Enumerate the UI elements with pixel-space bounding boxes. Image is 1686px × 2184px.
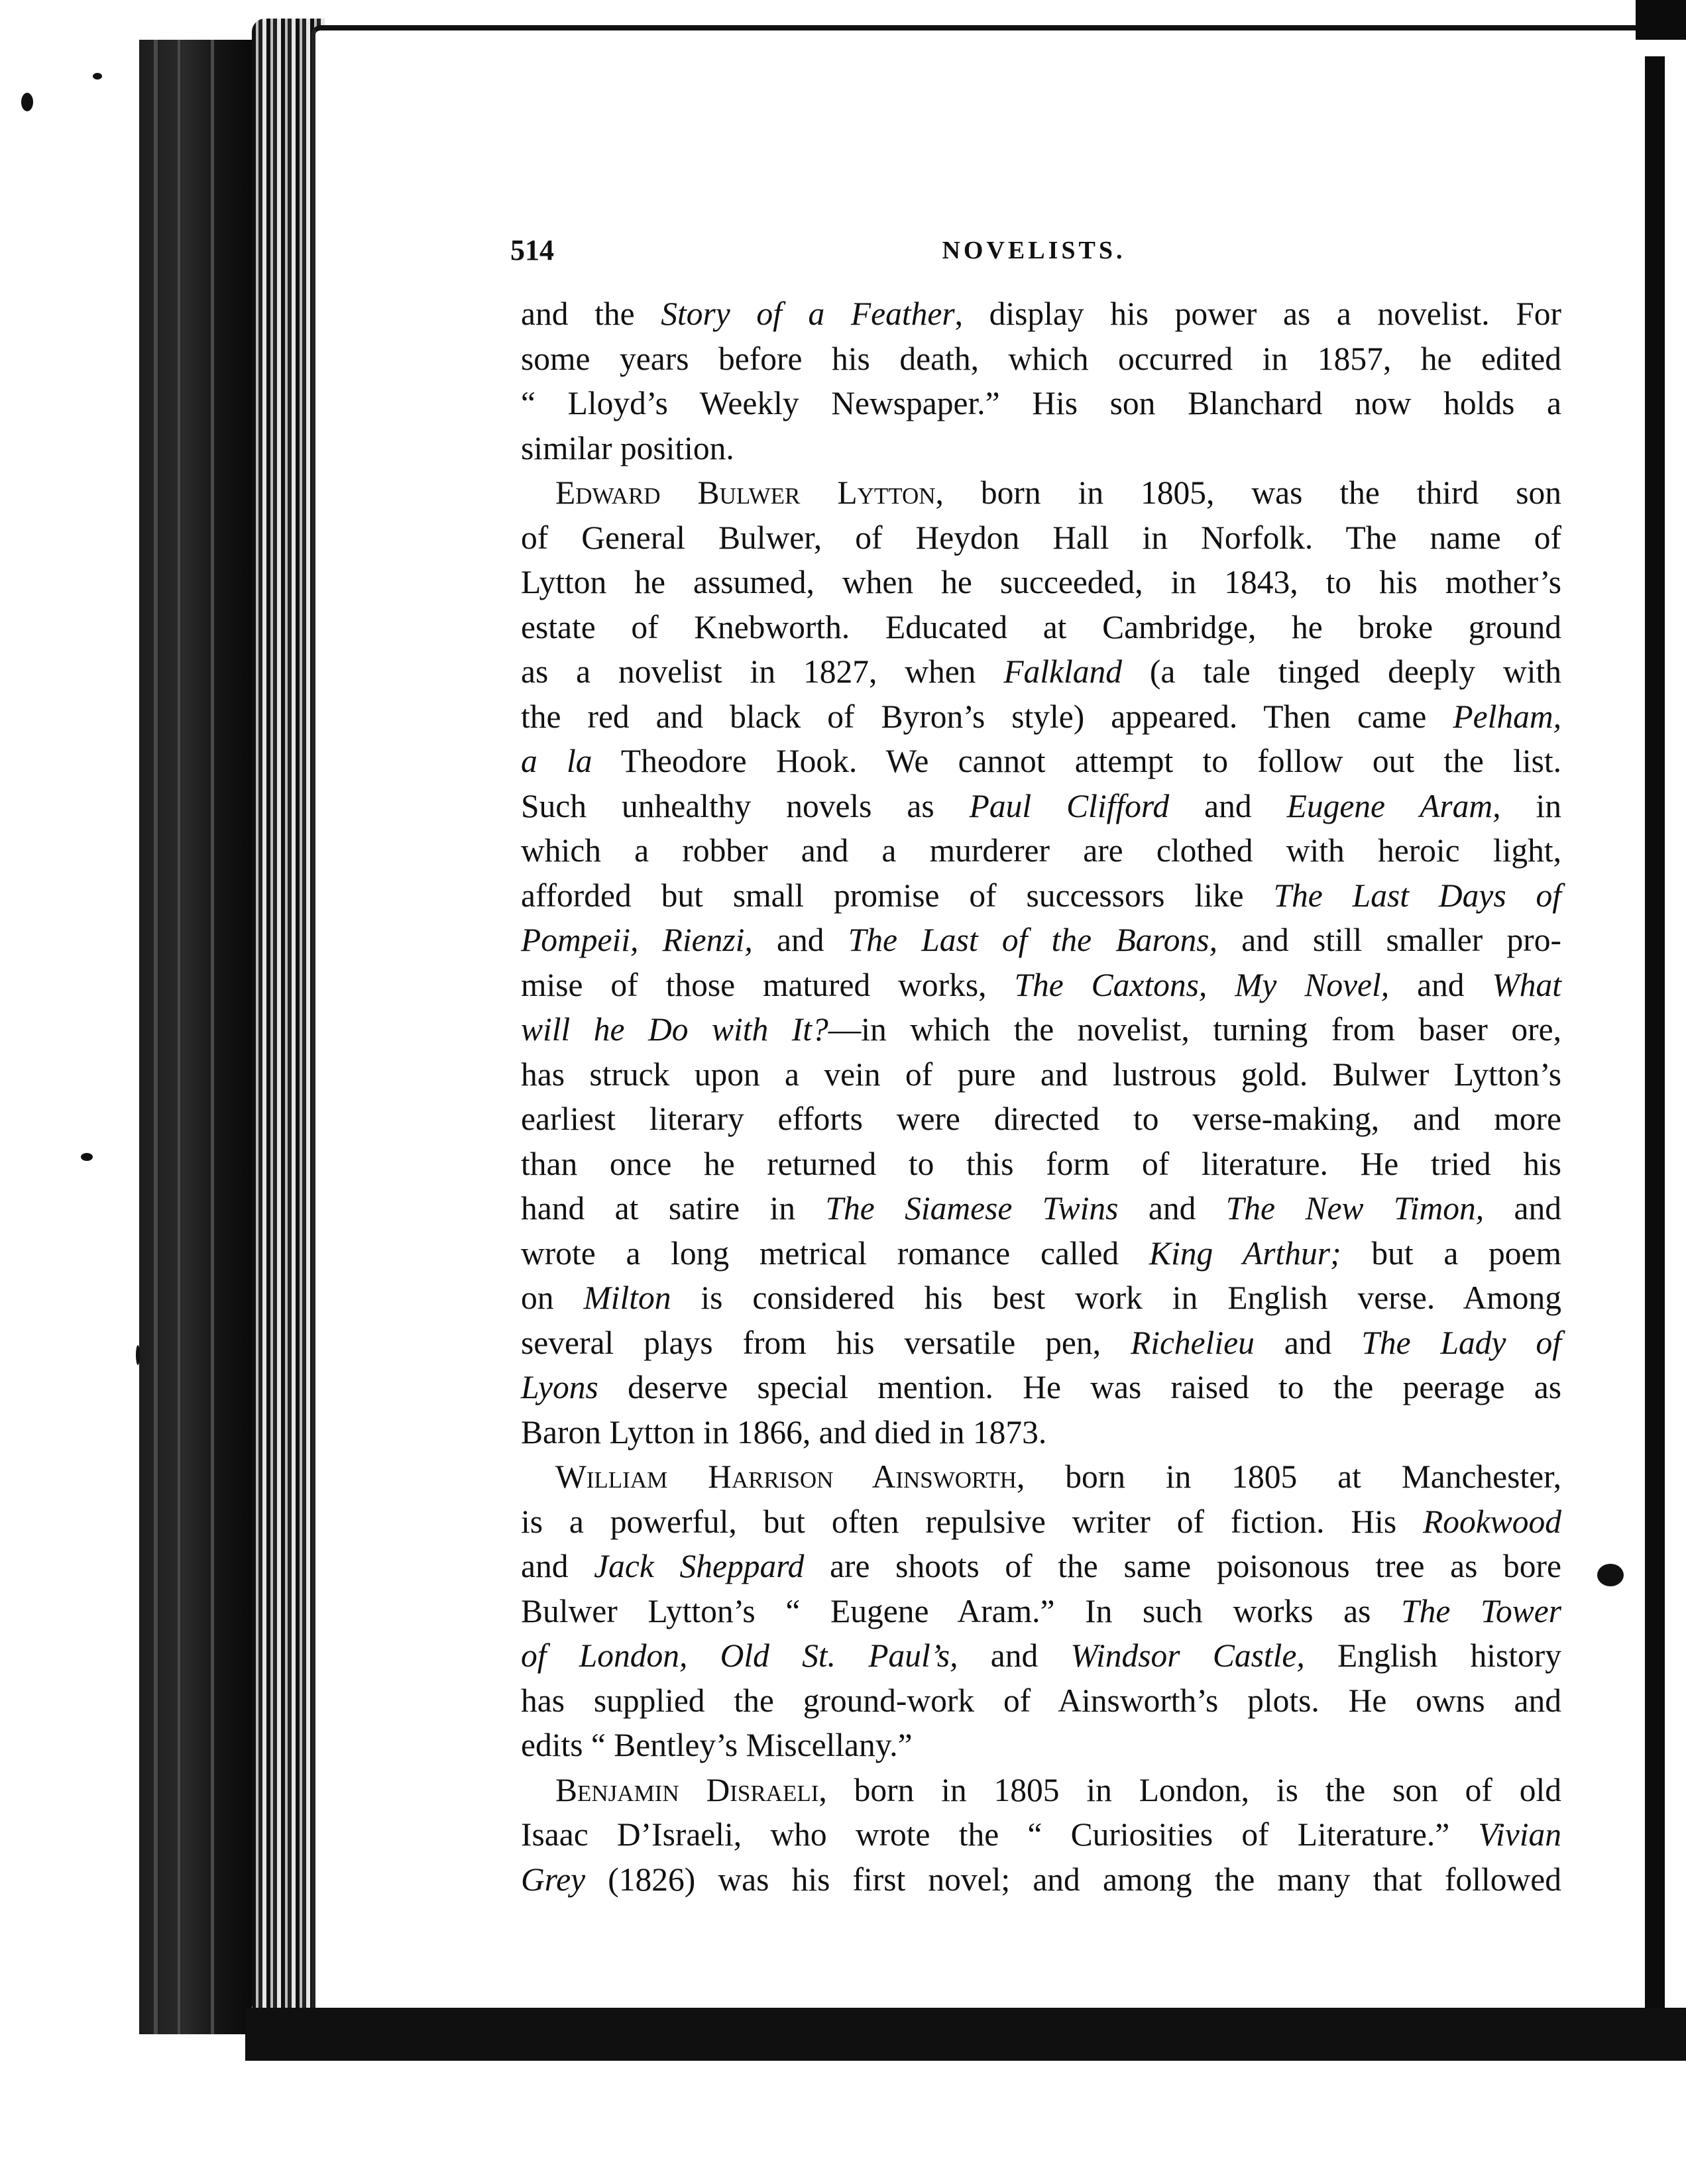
person-name: William Harrison Ainsworth: [555, 1458, 1017, 1495]
text-line: has supplied the ground-work of Ainsworth’s plots. He owns and: [521, 1682, 1561, 1719]
page-header: [510, 233, 1557, 273]
page-number: 514: [510, 234, 554, 266]
text-line: of General Bulwer, of Heydon Hall in Norfolk. The name of: [521, 519, 1561, 556]
facing-page-edge: [1645, 56, 1665, 2031]
scan-speck: [81, 1153, 93, 1161]
person-name: Benjamin Disraeli: [555, 1771, 819, 1808]
text-line: Pompeii, Rienzi, and The Last of the Barons, and still smaller pro-: [521, 922, 1561, 958]
text-line: the red and black of Byron’s style) appeared. Then came Pelham,: [521, 698, 1561, 735]
text-line: hand at satire in The Siamese Twins and The New Timon, and: [521, 1190, 1561, 1227]
text-line: of London, Old St. Paul’s, and Windsor Castle, English history: [521, 1637, 1561, 1674]
text-line: Grey (1826) was his first novel; and among the many that followed: [521, 1861, 1561, 1898]
text-line: than once he returned to this form of literature. He tried his: [521, 1145, 1561, 1182]
scan-speck: [93, 73, 102, 80]
text-line: Baron Lytton in 1866, and died in 1873.: [521, 1413, 1047, 1450]
scan-bottom-edge: [245, 2008, 1686, 2061]
person-name: Edward Bulwer Lytton: [555, 474, 936, 511]
text-line: is a powerful, but often repulsive writer of fiction. His Rookwood: [521, 1503, 1561, 1540]
text-line: as a novelist in 1827, when Falkland (a tale tinged deeply with: [521, 653, 1561, 690]
text-line: estate of Knebworth. Educated at Cambridge, he broke ground: [521, 608, 1561, 645]
text-line: which a robber and a murderer are clothed with heroic light,: [521, 832, 1561, 869]
text-line: afforded but small promise of successors like The Last Days of: [521, 877, 1562, 914]
text-line: will he Do with It?—in which the novelist, turning from baser ore,: [521, 1011, 1561, 1048]
text-line: and Jack Sheppard are shoots of the same poisonous tree as bore: [521, 1548, 1562, 1584]
text-line: and the Story of a Feather, display his power as a novelist. For: [521, 296, 1561, 332]
text-line: Such unhealthy novels as Paul Clifford and Eugene Aram, in: [521, 787, 1561, 824]
text-line: on Milton is considered his best work in English verse. Among: [521, 1280, 1561, 1316]
text-line: Lyons deserve special mention. He was raised to the peerage as: [521, 1369, 1561, 1405]
scan-speck: [1597, 1564, 1624, 1586]
text-line: several plays from his versatile pen, Richelieu and The Lady of: [521, 1324, 1561, 1361]
text-line: Edward Bulwer Lytton, born in 1805, was the third son: [555, 474, 1561, 511]
text-line: earliest literary efforts were directed to verse-making, and more: [521, 1101, 1561, 1137]
text-line: edits “ Bentley’s Miscellany.”: [521, 1727, 913, 1763]
text-line: Benjamin Disraeli, born in 1805 in London, is the son of old: [555, 1771, 1561, 1808]
scan-speck: [21, 93, 33, 111]
text-line: mise of those matured works, The Caxtons, My Novel, and What: [521, 966, 1561, 1003]
spine-streak: [154, 40, 158, 2034]
text-line: a la Theodore Hook. We cannot attempt to follow out the list.: [521, 743, 1561, 779]
text-line: William Harrison Ainsworth, born in 1805 at Manchester,: [555, 1458, 1562, 1495]
running-head: NOVELISTS.: [942, 237, 1126, 264]
text-line: similar position.: [521, 429, 734, 466]
spine-streak: [178, 40, 180, 2034]
text-line: some years before his death, which occurred in 1857, he edited: [521, 340, 1561, 377]
text-line: wrote a long metrical romance called King Arthur; but a poem: [521, 1234, 1562, 1272]
text-line: Bulwer Lytton’s “ Eugene Aram.” In such works as The Tower: [521, 1592, 1561, 1629]
scan-corner: [1636, 0, 1686, 40]
body-text: [521, 292, 1561, 1902]
spine-streak: [211, 40, 214, 2034]
text-line: Isaac D’Israeli, who wrote the “ Curiosities of Literature.” Vivian: [521, 1816, 1561, 1853]
scan-speck: [136, 1345, 140, 1365]
text-line: “ Lloyd’s Weekly Newspaper.” His son Blanchard now holds a: [521, 385, 1561, 421]
text-line: Lytton he assumed, when he succeeded, in 1843, to his mother’s: [521, 564, 1561, 600]
text-line: has struck upon a vein of pure and lustrous gold. Bulwer Lytton’s: [521, 1056, 1561, 1093]
